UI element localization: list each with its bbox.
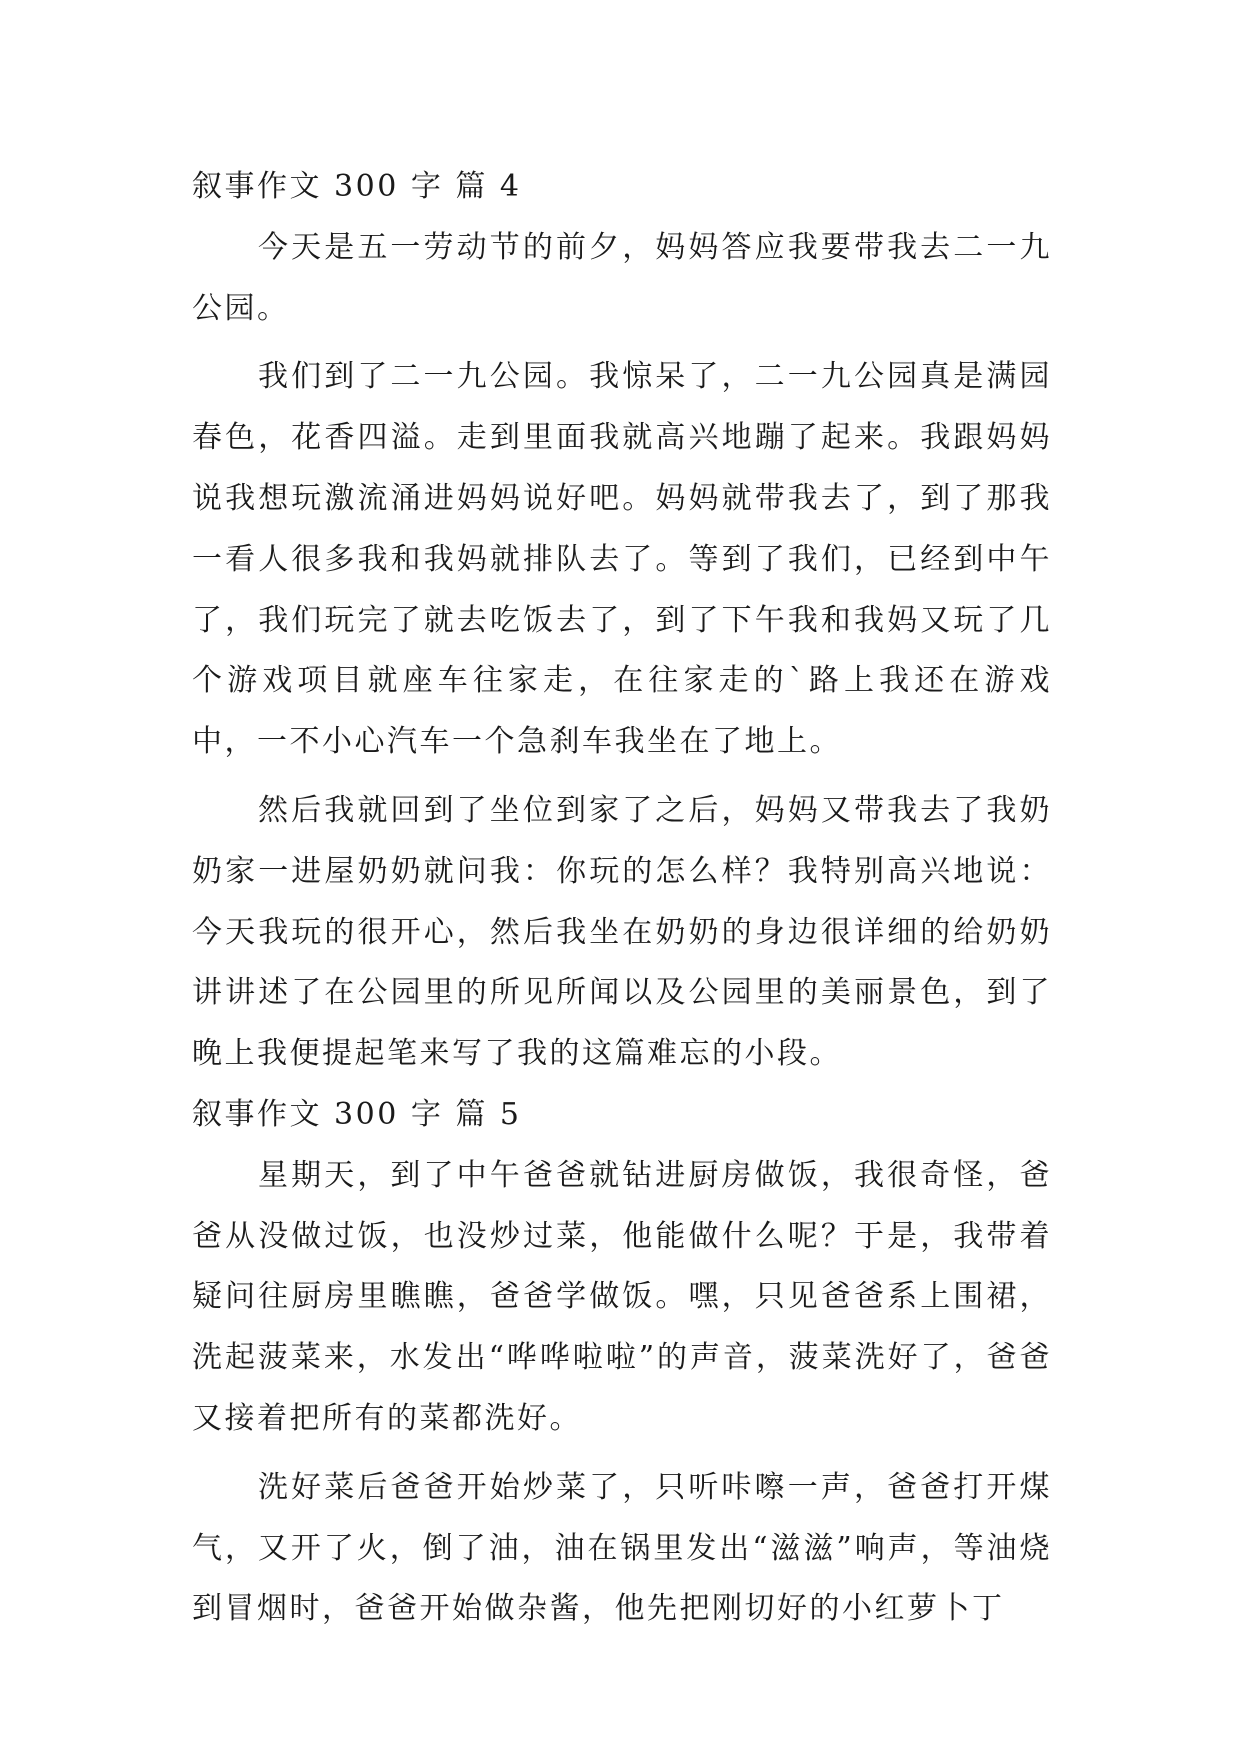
paragraph: 然后我就回到了坐位到家了之后，妈妈又带我去了我奶奶家一进屋奶奶就问我：你玩的怎么样？我特别高兴地说：今天我玩的很开心，然后我坐在奶奶的身边很详细的给奶奶讲讲述了在公园里的所见所闻以及公园里的美丽景色，到了晚上我便提起笔来写了我的这篇难忘的小段。 [192,792,1052,1072]
essay-section-4 [192,157,1052,1085]
section-title: 叙事作文 300 字 篇 5 [192,1096,522,1132]
essay-section-5 [192,1085,1052,1640]
section-title: 叙事作文 300 字 篇 4 [192,169,522,204]
paragraph: 今天是五一劳动节的前夕，妈妈答应我要带我去二一九公园。 [192,229,1052,326]
paragraph: 洗好菜后爸爸开始炒菜了，只听咔嚓一声，爸爸打开煤气，又开了火，倒了油，油在锅里发出“滋滋”响声，等油烧到冒烟时，爸爸开始做杂酱，他先把刚切好的小红萝卜丁 [192,1469,1052,1627]
document-body [192,157,1052,1640]
paragraph: 星期天，到了中午爸爸就钻进厨房做饭，我很奇怪，爸爸从没做过饭，也没炒过菜，他能做什么呢？于是，我带着疑问往厨房里瞧瞧，爸爸学做饭。嘿，只见爸爸系上围裙，洗起菠菜来，水发出“哗哗啦啦”的声音，菠菜洗好了，爸爸又接着把所有的菜都洗好。 [192,1157,1052,1436]
paragraph: 我们到了二一九公园。我惊呆了，二一九公园真是满园春色，花香四溢。走到里面我就高兴地蹦了起来。我跟妈妈说我想玩激流涌进妈妈说好吧。妈妈就带我去了，到了那我一看人很多我和我妈就排队去了。等到了我们，已经到中午了，我们玩完了就去吃饭去了，到了下午我和我妈又玩了几个游戏项目就座车往家走，在往家走的`路上我还在游戏中，一不小心汽车一个急刹车我坐在了地上。 [192,359,1052,760]
